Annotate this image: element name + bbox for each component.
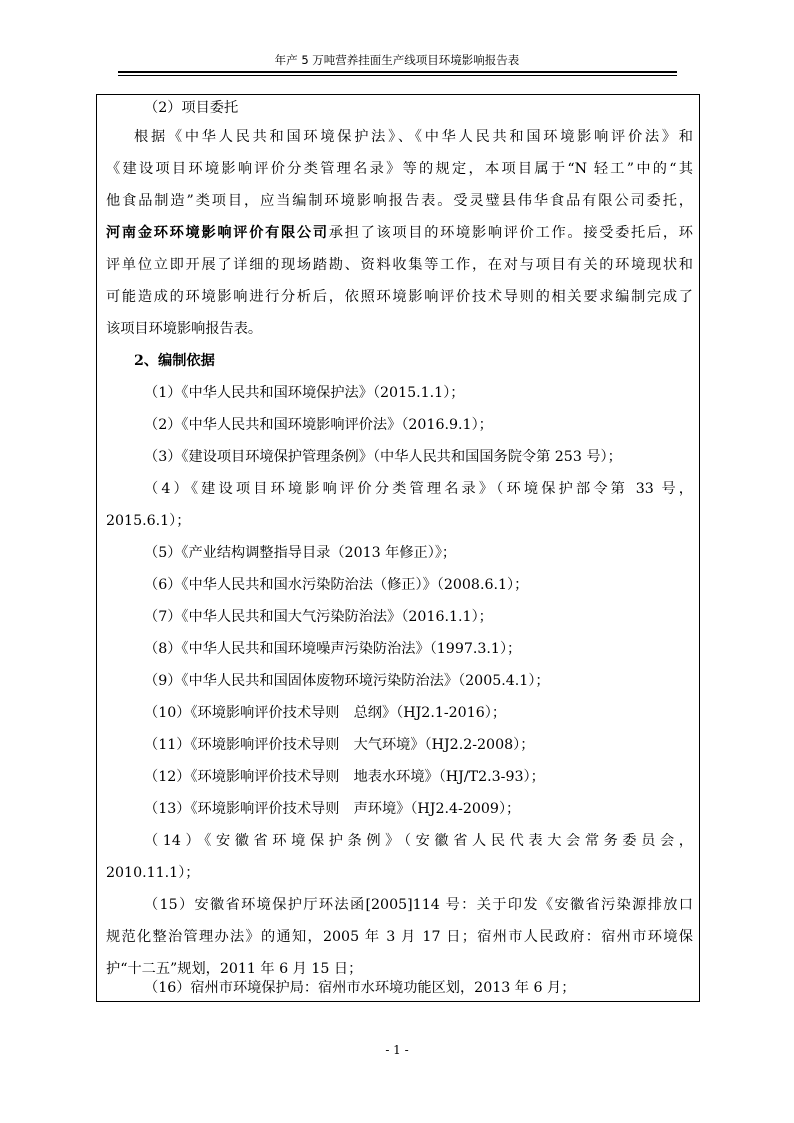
basis-list-item: （15）安徽省环境保护厅环法函[2005]114 号：关于印发《安徽省污染源排放口 bbox=[144, 897, 693, 913]
header-rule-thin bbox=[118, 75, 677, 76]
content-box bbox=[96, 94, 700, 1002]
entrust-company-rest: 承担了该项目的环境影响评价工作。接受委托后，环 bbox=[328, 225, 693, 241]
basis-list-item: （3）《建设项目环境保护管理条例》（中华人民共和国国务院令第 253 号）； bbox=[144, 449, 622, 465]
basis-list-item: （4）《建设项目环境影响评价分类管理名录》（环境保护部令第 33 号， bbox=[144, 481, 693, 497]
entrust-paragraph-line: 根据《中华人民共和国环境保护法》、《中华人民共和国环境影响评价法》和 bbox=[134, 129, 693, 145]
basis-list-item: （13）《环境影响评价技术导则 声环境》（HJ2.4-2009）； bbox=[144, 801, 521, 817]
entrust-company-name: 河南金环环境影响评价有限公司 bbox=[106, 225, 329, 241]
basis-list-item: （9）《中华人民共和国固体废物环境污染防治法》（2005.4.1）； bbox=[144, 673, 550, 689]
entrust-company-line bbox=[97, 220, 701, 246]
basis-heading: 2、编制依据 bbox=[134, 353, 215, 369]
basis-list-item-continuation: 2015.6.1）； bbox=[106, 513, 191, 529]
basis-list-item: （16）宿州市环境保护局：宿州市水环境功能区划，2013 年 6 月； bbox=[144, 980, 576, 996]
basis-list-item: （7）《中华人民共和国大气污染防治法》（2016.1.1）； bbox=[144, 609, 493, 625]
entrust-paragraph-line: 该项目环境影响报告表。 bbox=[106, 321, 263, 337]
basis-list-item-continuation: 护“十二五”规划，2011 年 6 月 15 日； bbox=[106, 961, 363, 977]
header-rule-thick bbox=[118, 71, 677, 73]
basis-list-item: （14）《安徽省环境保护条例》（安徽省人民代表大会常务委员会， bbox=[144, 833, 693, 849]
entrust-heading: （2）项目委托 bbox=[144, 100, 239, 116]
document-header-title: 年产 5 万吨营养挂面生产线项目环境影响报告表 bbox=[274, 53, 520, 67]
basis-list-item-continuation: 规范化整治管理办法》的通知，2005 年 3 月 17 日；宿州市人民政府：宿州市环境保 bbox=[106, 929, 693, 945]
basis-list-item: （5）《产业结构调整指导目录（2013 年修正）》； bbox=[144, 545, 457, 561]
basis-list-item: （10）《环境影响评价技术导则 总纲》（HJ2.1-2016）； bbox=[144, 705, 507, 721]
entrust-paragraph-line: 他食品制造”类项目，应当编制环境影响报告表。受灵璧县伟华食品有限公司委托， bbox=[106, 193, 693, 209]
basis-list-item: （6）《中华人民共和国水污染防治法（修正）》（2008.6.1）； bbox=[144, 577, 529, 593]
basis-list-item: （11）《环境影响评价技术导则 大气环境》（HJ2.2-2008）； bbox=[144, 737, 535, 753]
basis-list-item: （8）《中华人民共和国环境噪声污染防治法》（1997.3.1）； bbox=[144, 641, 522, 657]
entrust-paragraph-line: 可能造成的环境影响进行分析后，依照环境影响评价技术导则的相关要求编制完成了 bbox=[106, 289, 693, 305]
entrust-paragraph-line: 《建设项目环境影响评价分类管理名录》等的规定，本项目属于“N 轻工”中的“其 bbox=[106, 161, 693, 177]
basis-list-item: （12）《环境影响评价技术导则 地表水环境》（HJ/T2.3-93）； bbox=[144, 769, 545, 785]
page-number: - 1 - bbox=[385, 1043, 409, 1057]
basis-list-item-continuation: 2010.11.1）； bbox=[106, 865, 200, 881]
basis-list-item: （2）《中华人民共和国环境影响评价法》（2016.9.1）； bbox=[144, 417, 493, 433]
entrust-paragraph-line: 评单位立即开展了详细的现场踏勘、资料收集等工作，在对与项目有关的环境现状和 bbox=[106, 257, 693, 273]
basis-list-item: （1）《中华人民共和国环境保护法》（2015.1.1）； bbox=[144, 385, 465, 401]
